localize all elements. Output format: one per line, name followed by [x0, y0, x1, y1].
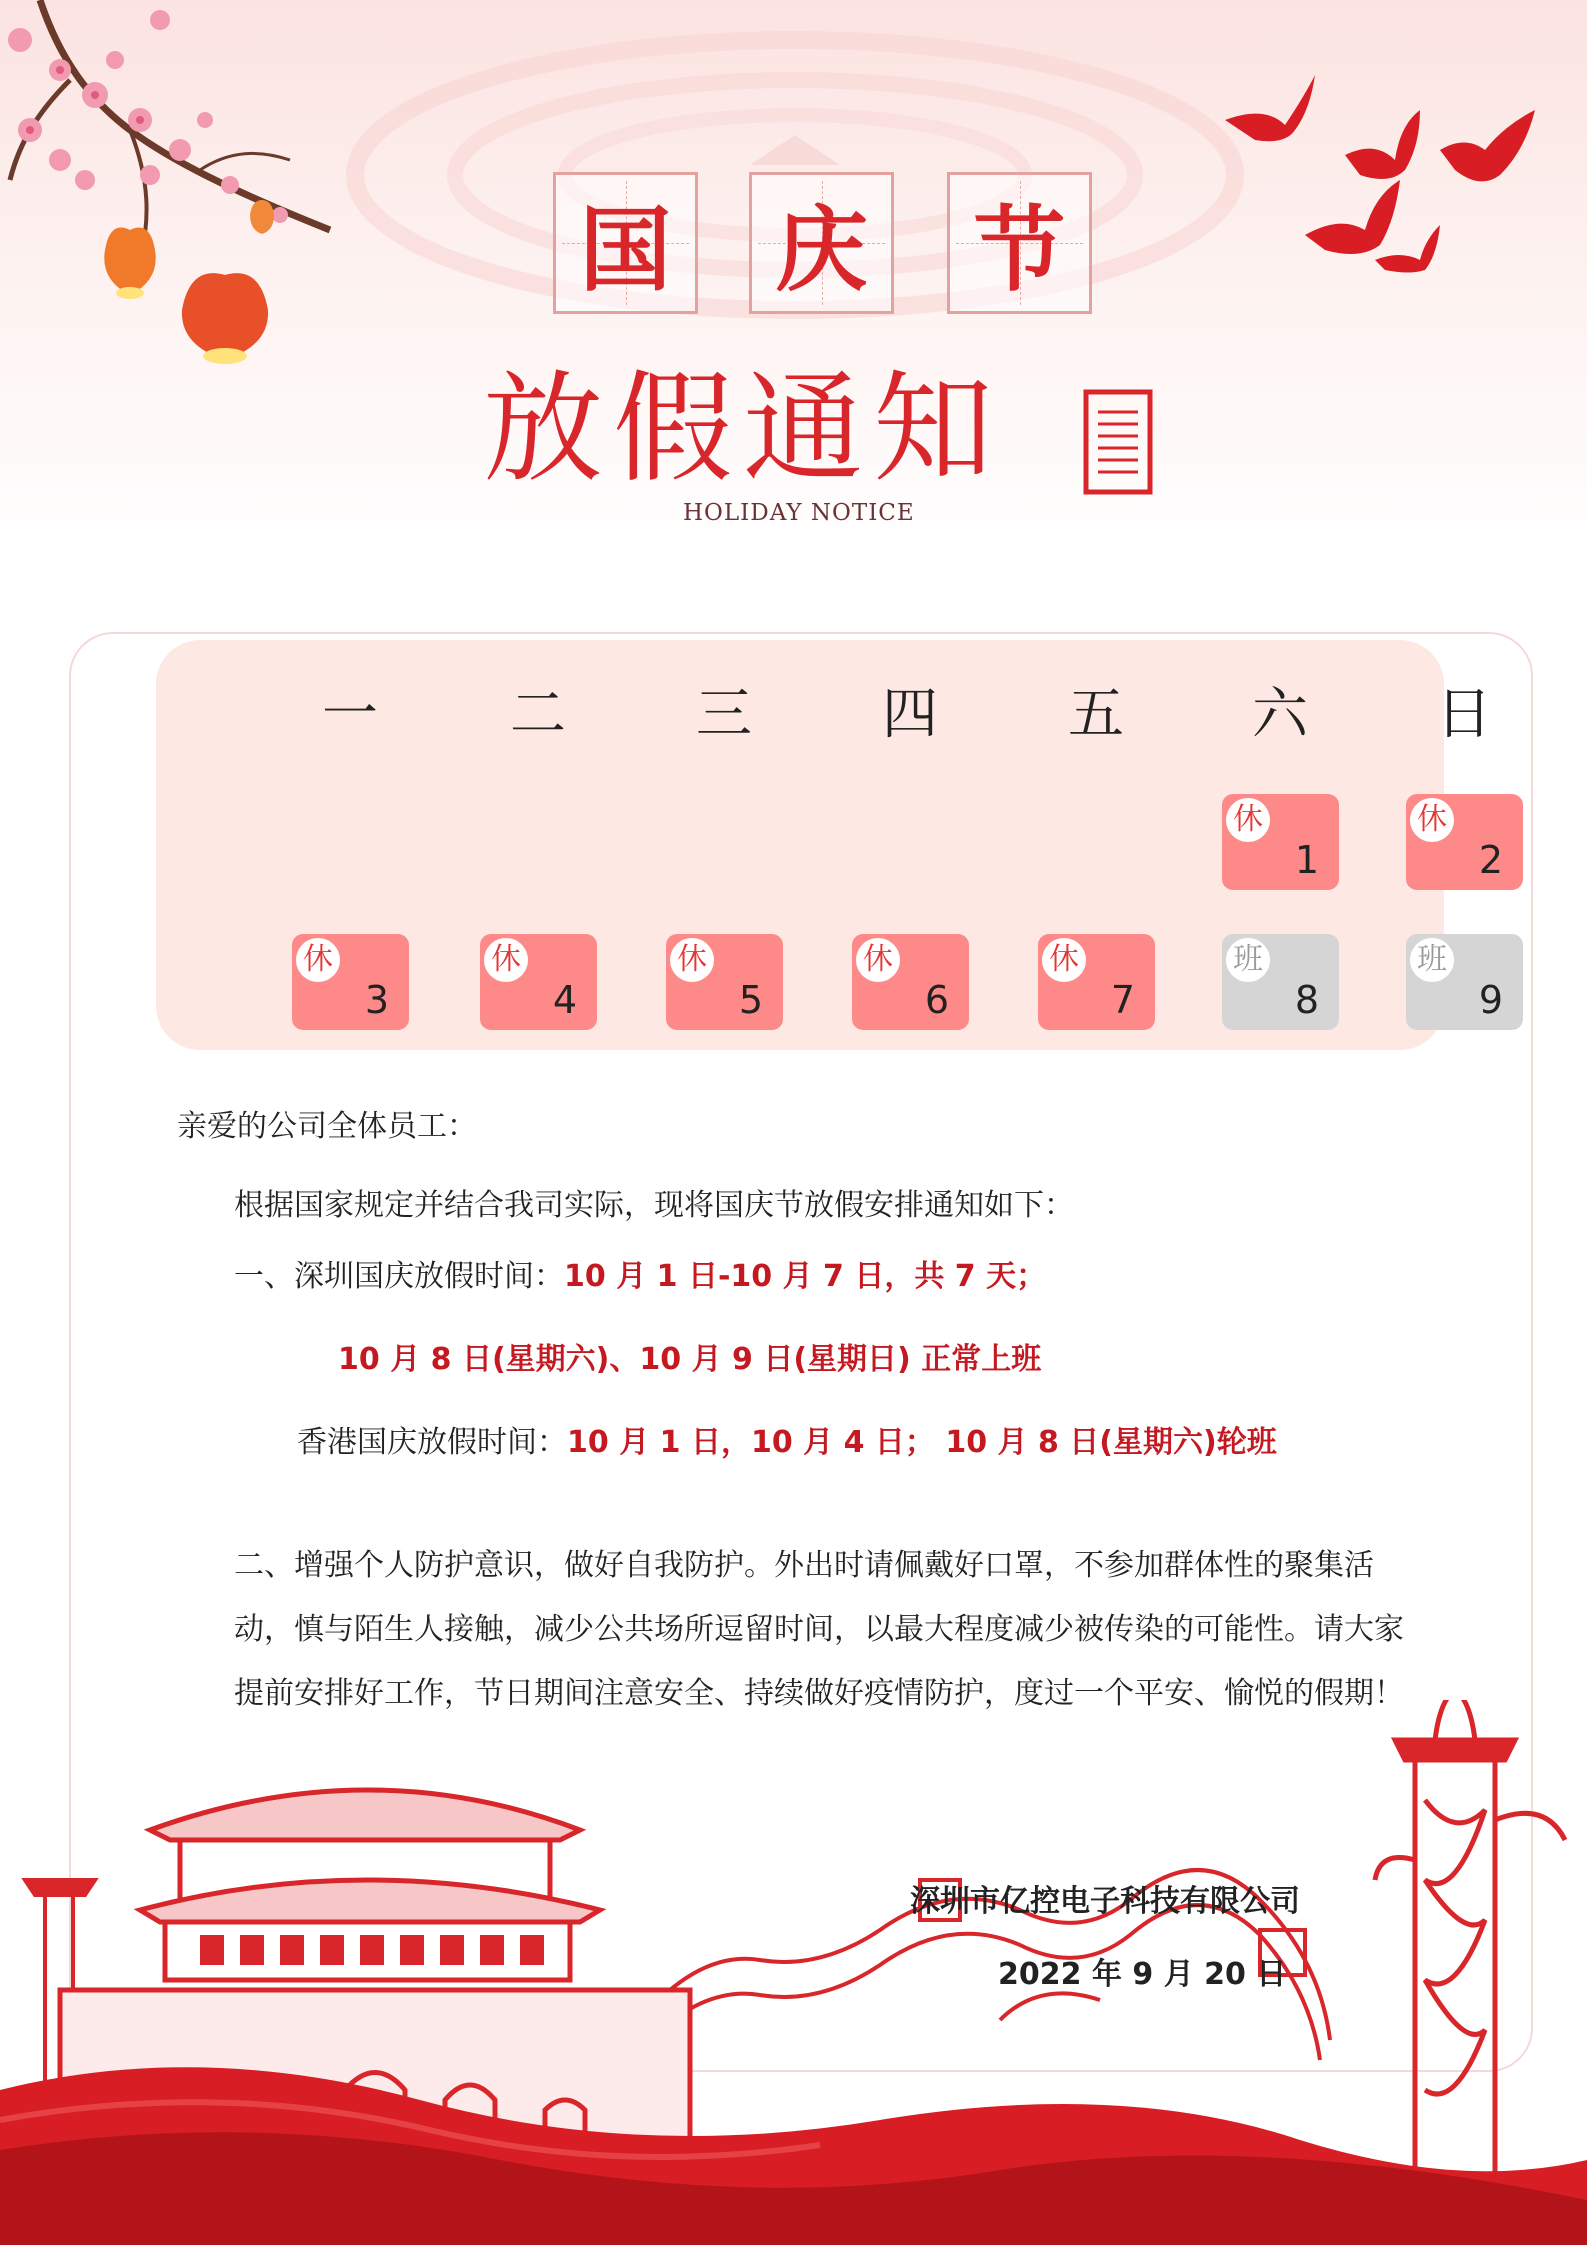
title-char: 节: [973, 197, 1066, 304]
weekday-fri: 五: [1068, 682, 1124, 747]
day-number: 7: [1110, 978, 1135, 1022]
plum-blossom-illustration: [0, 0, 400, 380]
holiday-calendar: [156, 640, 1503, 1050]
item1-hk-line: [297, 1422, 1277, 1464]
notepad-icon: [1082, 388, 1154, 496]
greeting: 亲爱的公司全体员工：: [177, 1109, 477, 1144]
day-number: 2: [1478, 838, 1503, 882]
item1-work-days: 10 月 8 日(星期六)、10 月 9 日(星期日) 正常上班: [338, 1342, 1042, 1377]
rest-badge: 休: [856, 938, 900, 982]
calendar-day-4: [480, 934, 597, 1030]
calendar-day-9: [1406, 934, 1523, 1030]
day-number: 8: [1294, 978, 1319, 1022]
rest-badge: 休: [1226, 798, 1270, 842]
calendar-day-8: [1222, 934, 1339, 1030]
calendar-day-2: [1406, 794, 1523, 890]
item1-value: 10 月 1 日-10 月 7 日，共 7 天；: [564, 1259, 1047, 1294]
weekday-thu: 四: [882, 682, 938, 747]
item2-paragraph: 二、增强个人防护意识，做好自我防护。外出时请佩戴好口罩，不参加群体性的聚集活动，慎与陌生人接触，减少公共场所逗留时间，以最大程度减少被传染的可能性。请大家提前安排好工作，节日期间注意安全、持续做好疫情防护，度过一个平安、愉悦的假期！: [234, 1548, 1404, 1711]
rest-badge: 休: [484, 938, 528, 982]
notice-title: 放假通知: [483, 360, 1003, 499]
title-tile-3: [947, 172, 1092, 314]
day-number: 9: [1478, 978, 1503, 1022]
weekday-sat: 六: [1252, 682, 1308, 747]
weekday-mon: 一: [322, 682, 378, 747]
rest-badge: 休: [1042, 938, 1086, 982]
item1-label: 一、深圳国庆放假时间：: [234, 1259, 564, 1294]
red-silk-illustration: [0, 2067, 1587, 2245]
calendar-day-6: [852, 934, 969, 1030]
rest-badge: 休: [296, 938, 340, 982]
weekday-tue: 二: [510, 682, 566, 747]
calendar-day-1: [1222, 794, 1339, 890]
day-number: 5: [738, 978, 763, 1022]
intro-text: 根据国家规定并结合我司实际，现将国庆节放假安排通知如下：: [234, 1188, 1074, 1223]
calendar-day-5: [666, 934, 783, 1030]
title-char: 庆: [775, 197, 868, 304]
rest-badge: 休: [670, 938, 714, 982]
notice-date: 2022 年 9 月 20 日: [998, 1957, 1287, 1992]
item1-line: [234, 1256, 1046, 1298]
day-number: 4: [552, 978, 577, 1022]
sky-lantern-icon: [104, 228, 155, 300]
weekday-wed: 三: [696, 682, 752, 747]
calendar-day-7: [1038, 934, 1155, 1030]
work-badge: 班: [1226, 938, 1270, 982]
weekday-sun: 日: [1436, 682, 1492, 747]
day-number: 3: [364, 978, 389, 1022]
rest-badge: 休: [1410, 798, 1454, 842]
title-tile-2: [749, 172, 894, 314]
day-number: 6: [924, 978, 949, 1022]
work-badge: 班: [1410, 938, 1454, 982]
tiananmen-illustration: [0, 1700, 1587, 2245]
calendar-day-3: [292, 934, 409, 1030]
huabiao-pillar-illustration: [1375, 1700, 1565, 2210]
dove-icon: [1225, 65, 1555, 275]
notice-title-english: HOLIDAY NOTICE: [683, 500, 915, 526]
title-tile-1: [553, 172, 698, 314]
item1-hk-label: 香港国庆放假时间：: [297, 1425, 567, 1460]
company-name: 深圳市亿控电子科技有限公司: [910, 1884, 1300, 1919]
day-number: 1: [1294, 838, 1319, 882]
title-char: 国: [579, 197, 672, 304]
item1-hk-value: 10 月 1 日，10 月 4 日； 10 月 8 日(星期六)轮班: [567, 1425, 1277, 1460]
